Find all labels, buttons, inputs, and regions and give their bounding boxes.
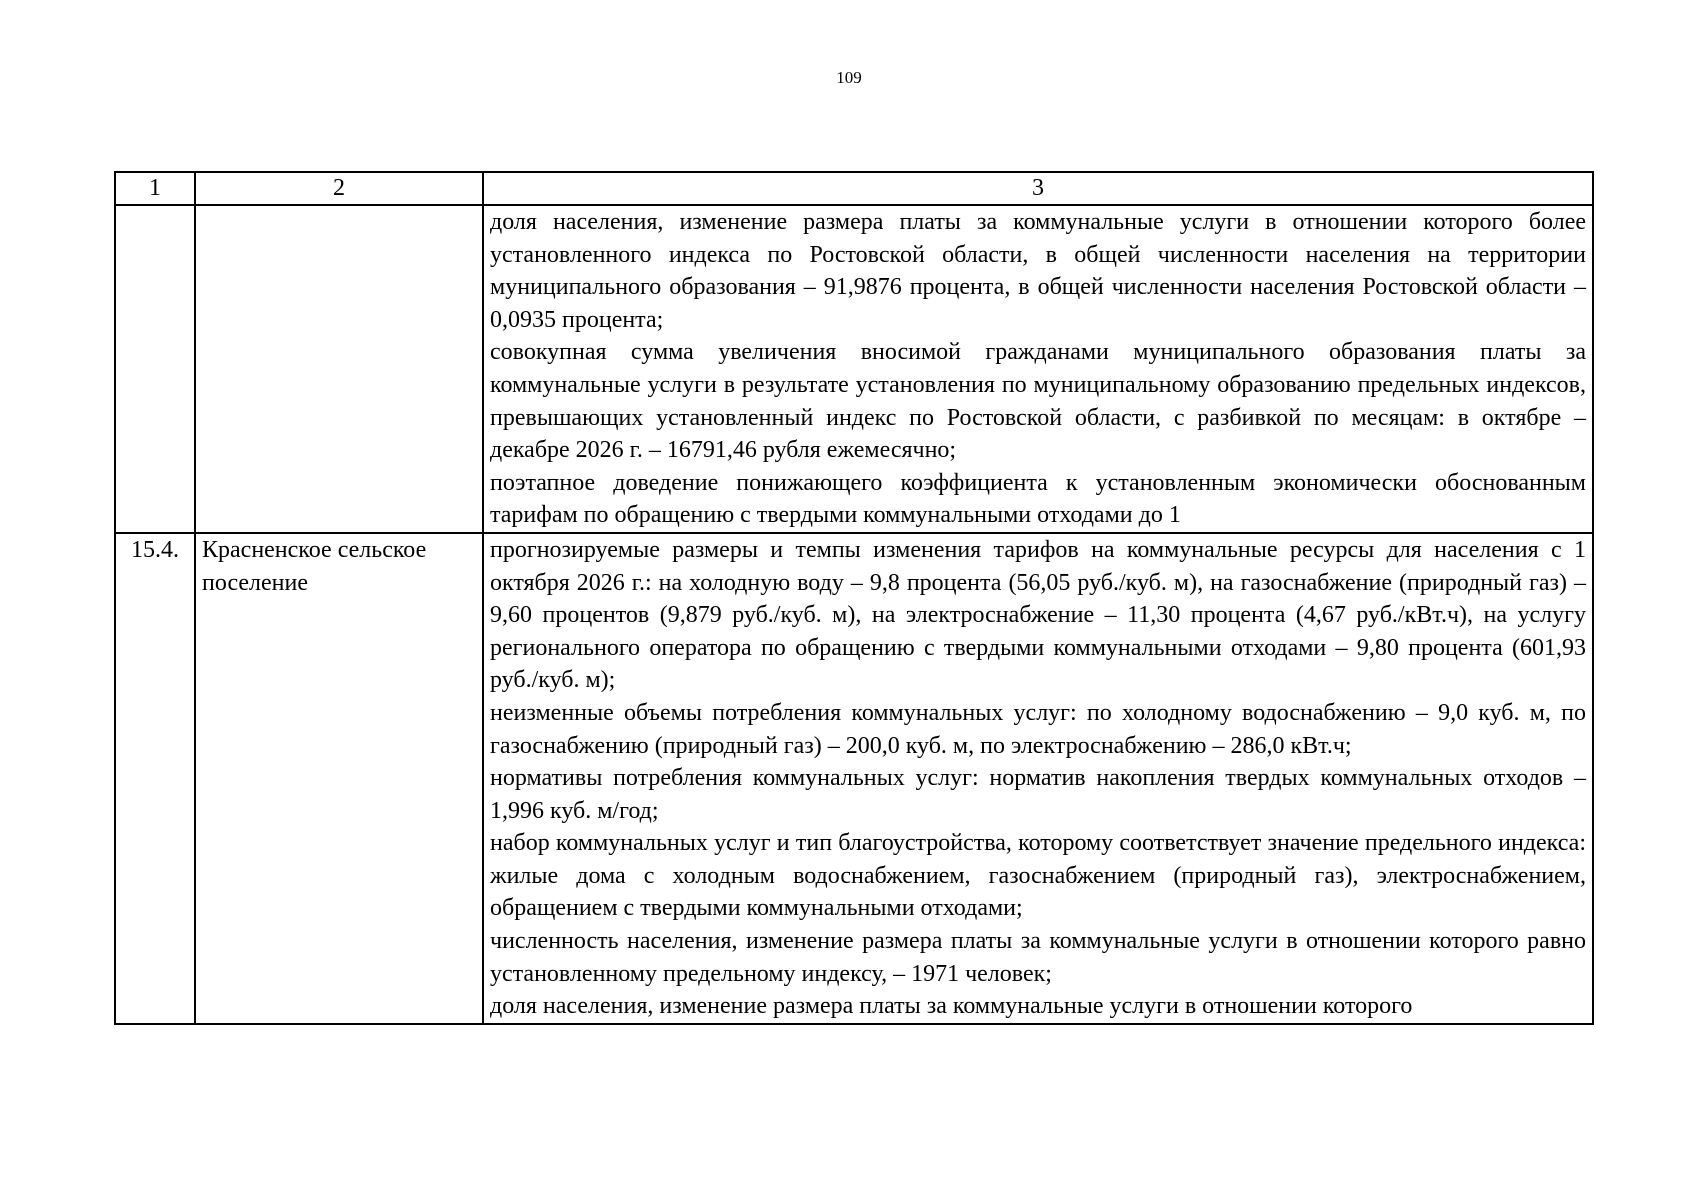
description-paragraph: неизменные объемы потребления коммунальных услуг: по холодному водоснабжению – 9,0 куб. м, по газоснабжению (природный газ) – 200,0 куб. м, по электроснабжению – 286,0 кВт.ч; [490,699,1586,759]
row-number: 15.4. [115,533,195,1024]
description-paragraph: доля населения, изменение размера платы за коммунальные услуги в отношении которого более установленного индекса по Ростовской области, в общей численности населения на территории муниципального образования – 91,9876 процента, в общей численности населения Ростовской области – 0,0935 процента; [490,209,1586,333]
column-header-2: 2 [195,172,483,205]
tariff-table [114,171,1594,1025]
row-number [115,205,195,533]
description-paragraph: численность населения, изменение размера платы за коммунальные услуги в отношении которого равно установленному предельному индексу, – 1971 человек; [490,928,1586,987]
table-header-row [115,172,1593,205]
description-paragraph: поэтапное доведение понижающего коэффициента к установленным экономически обоснованным тарифам по обращению с твердыми коммунальными отходами до 1 [490,469,1586,529]
description-paragraph: набор коммунальных услуг и тип благоустройства, которому соответствует значение предельного индекса: жилые дома с холодным водоснабжением, газоснабжением (природный газ), электроснабжением, обращением с твердыми коммунальными отходами; [490,830,1586,922]
settlement-name: Красненское сельское поселение [195,533,483,1024]
row-description [483,205,1593,533]
column-header-1: 1 [115,172,195,205]
page-number: 109 [836,68,862,87]
settlement-name [195,205,483,533]
column-header-3: 3 [483,172,1593,205]
table-row [115,533,1593,1024]
description-paragraph: доля населения, изменение размера платы за коммунальные услуги в отношении которого [490,993,1413,1020]
description-paragraph: прогнозируемые размеры и темпы изменения тарифов на коммунальные ресурсы для населения с 1 октября 2026 г.: на холодную воду – 9,8 процента (56,05 руб./куб. м), на газоснабжение (природный газ) – 9,60 процентов (9,879 руб./куб. м), на электроснабжение – 11,30 процента (4,67 руб./кВт.ч), на услугу регионального оператора по обращению с твердыми коммунальными отходами – 9,80 процента (601,93 руб./куб. м); [490,536,1586,694]
table-row [115,205,1593,533]
row-description [483,533,1593,1024]
description-paragraph: совокупная сумма увеличения вносимой гражданами муниципального образования платы за коммунальные услуги в результате установления по муниципальному образованию предельных индексов, превышающих установленный индекс по Ростовской области, с разбивкой по месяцам: в октябре – декабре 2026 г. – 16791,46 рубля ежемесячно; [490,339,1586,464]
description-paragraph: нормативы потребления коммунальных услуг: норматив накопления твердых коммунальных отходов – 1,996 куб. м/год; [490,765,1586,824]
